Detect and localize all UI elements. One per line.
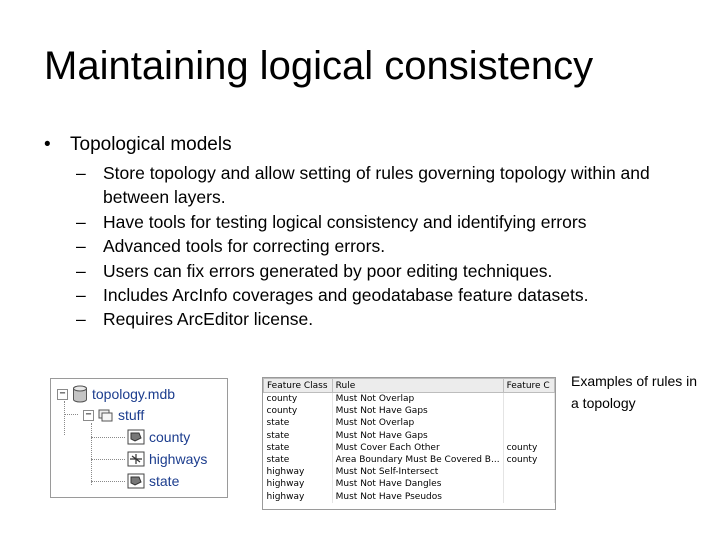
subpoint	[76, 234, 676, 258]
table-row[interactable]	[264, 454, 555, 466]
cell-feature-class: highway	[264, 478, 333, 490]
cell-feature-class-2	[503, 491, 554, 503]
dash-marker: –	[76, 236, 86, 257]
collapse-icon[interactable]: −	[83, 410, 94, 421]
column-header-feature-class[interactable]: Feature Class	[264, 379, 333, 393]
subpoint-list	[76, 161, 676, 332]
dash-marker: –	[76, 309, 86, 330]
line-class-icon	[127, 451, 145, 467]
cell-feature-class: state	[264, 442, 333, 454]
table-row[interactable]	[264, 405, 555, 417]
dash-marker: –	[76, 260, 86, 281]
table-header-row	[264, 379, 555, 393]
table-row[interactable]	[264, 393, 555, 406]
cell-feature-class: county	[264, 405, 333, 417]
tree-node-label: topology.mdb	[92, 386, 176, 402]
topology-rules-table	[262, 377, 556, 510]
tree-connector	[91, 459, 125, 460]
polygon-class-icon	[127, 473, 145, 489]
cell-feature-class-2	[503, 393, 554, 406]
dash-marker: –	[76, 163, 86, 183]
dash-marker: –	[76, 211, 86, 232]
tree-node-label: highways	[149, 451, 208, 467]
subpoint-text: Have tools for testing logical consistency and identifying errors	[103, 211, 587, 232]
cell-feature-class-2: county	[503, 442, 554, 454]
subpoint	[76, 210, 676, 234]
tree-connector	[91, 437, 125, 438]
dash-marker: –	[76, 285, 86, 306]
cell-feature-class-2	[503, 417, 554, 429]
slide-title: Maintaining logical consistency	[44, 44, 594, 88]
cell-rule: Must Not Overlap	[332, 417, 503, 429]
subpoint-text: Users can fix errors generated by poor editing techniques.	[103, 260, 553, 281]
cell-rule: Must Not Have Pseudos	[332, 491, 503, 503]
tree-node-county[interactable]	[127, 427, 190, 447]
bullet-text: Topological models	[70, 134, 232, 155]
table-row[interactable]	[264, 430, 555, 442]
collapse-icon[interactable]: −	[57, 389, 68, 400]
cell-feature-class: state	[264, 454, 333, 466]
cell-feature-class: county	[264, 393, 333, 406]
subpoint	[76, 259, 676, 283]
cell-feature-class-2: county	[503, 454, 554, 466]
subpoint	[76, 283, 676, 307]
subpoint-text: Includes ArcInfo coverages and geodatabase feature datasets.	[103, 285, 589, 306]
column-header-feature-class-2[interactable]: Feature C	[503, 379, 554, 393]
cell-feature-class: state	[264, 417, 333, 429]
feature-dataset-icon	[98, 407, 114, 423]
subpoint-text: Requires ArcEditor license.	[103, 309, 314, 330]
tree-node-highways[interactable]	[127, 449, 207, 469]
cell-rule: Must Not Self-Intersect	[332, 466, 503, 478]
tree-node-topology-mdb[interactable]	[57, 384, 175, 404]
table-row[interactable]	[264, 442, 555, 454]
tree-connector	[64, 401, 65, 435]
cell-feature-class-2	[503, 478, 554, 490]
cell-feature-class-2	[503, 430, 554, 442]
cell-rule: Must Cover Each Other	[332, 442, 503, 454]
rules-caption: Examples of rules in a topology	[571, 373, 698, 411]
cell-feature-class: highway	[264, 466, 333, 478]
cell-rule: Must Not Overlap	[332, 393, 503, 406]
cell-feature-class-2	[503, 466, 554, 478]
polygon-class-icon	[127, 429, 145, 445]
table-row[interactable]	[264, 478, 555, 490]
subpoint	[76, 161, 676, 210]
tree-connector	[64, 414, 78, 415]
cell-rule: Area Boundary Must Be Covered B...	[332, 454, 503, 466]
column-header-rule[interactable]: Rule	[332, 379, 503, 393]
tree-node-state[interactable]	[127, 471, 179, 491]
cell-rule: Must Not Have Dangles	[332, 478, 503, 490]
tree-connector	[91, 423, 92, 485]
catalog-tree	[50, 378, 228, 498]
cell-feature-class-2	[503, 405, 554, 417]
cell-feature-class: state	[264, 430, 333, 442]
tree-node-label: stuff	[118, 407, 145, 423]
tree-node-label: county	[149, 429, 191, 445]
tree-connector	[91, 481, 125, 482]
database-icon	[72, 385, 88, 403]
subpoint-text: Store topology and allow setting of rules governing topology within and between layers.	[103, 163, 650, 208]
cell-rule: Must Not Have Gaps	[332, 430, 503, 442]
tree-node-label: state	[149, 473, 180, 489]
bullet-topological-models	[44, 134, 232, 156]
cell-feature-class: highway	[264, 491, 333, 503]
table-row[interactable]	[264, 417, 555, 429]
subpoint	[76, 307, 676, 331]
tree-node-stuff[interactable]	[83, 405, 144, 425]
cell-rule: Must Not Have Gaps	[332, 405, 503, 417]
subpoint-text: Advanced tools for correcting errors.	[103, 236, 386, 257]
bullet-marker: •	[44, 134, 51, 155]
table-row[interactable]	[264, 466, 555, 478]
table-row[interactable]	[264, 491, 555, 503]
